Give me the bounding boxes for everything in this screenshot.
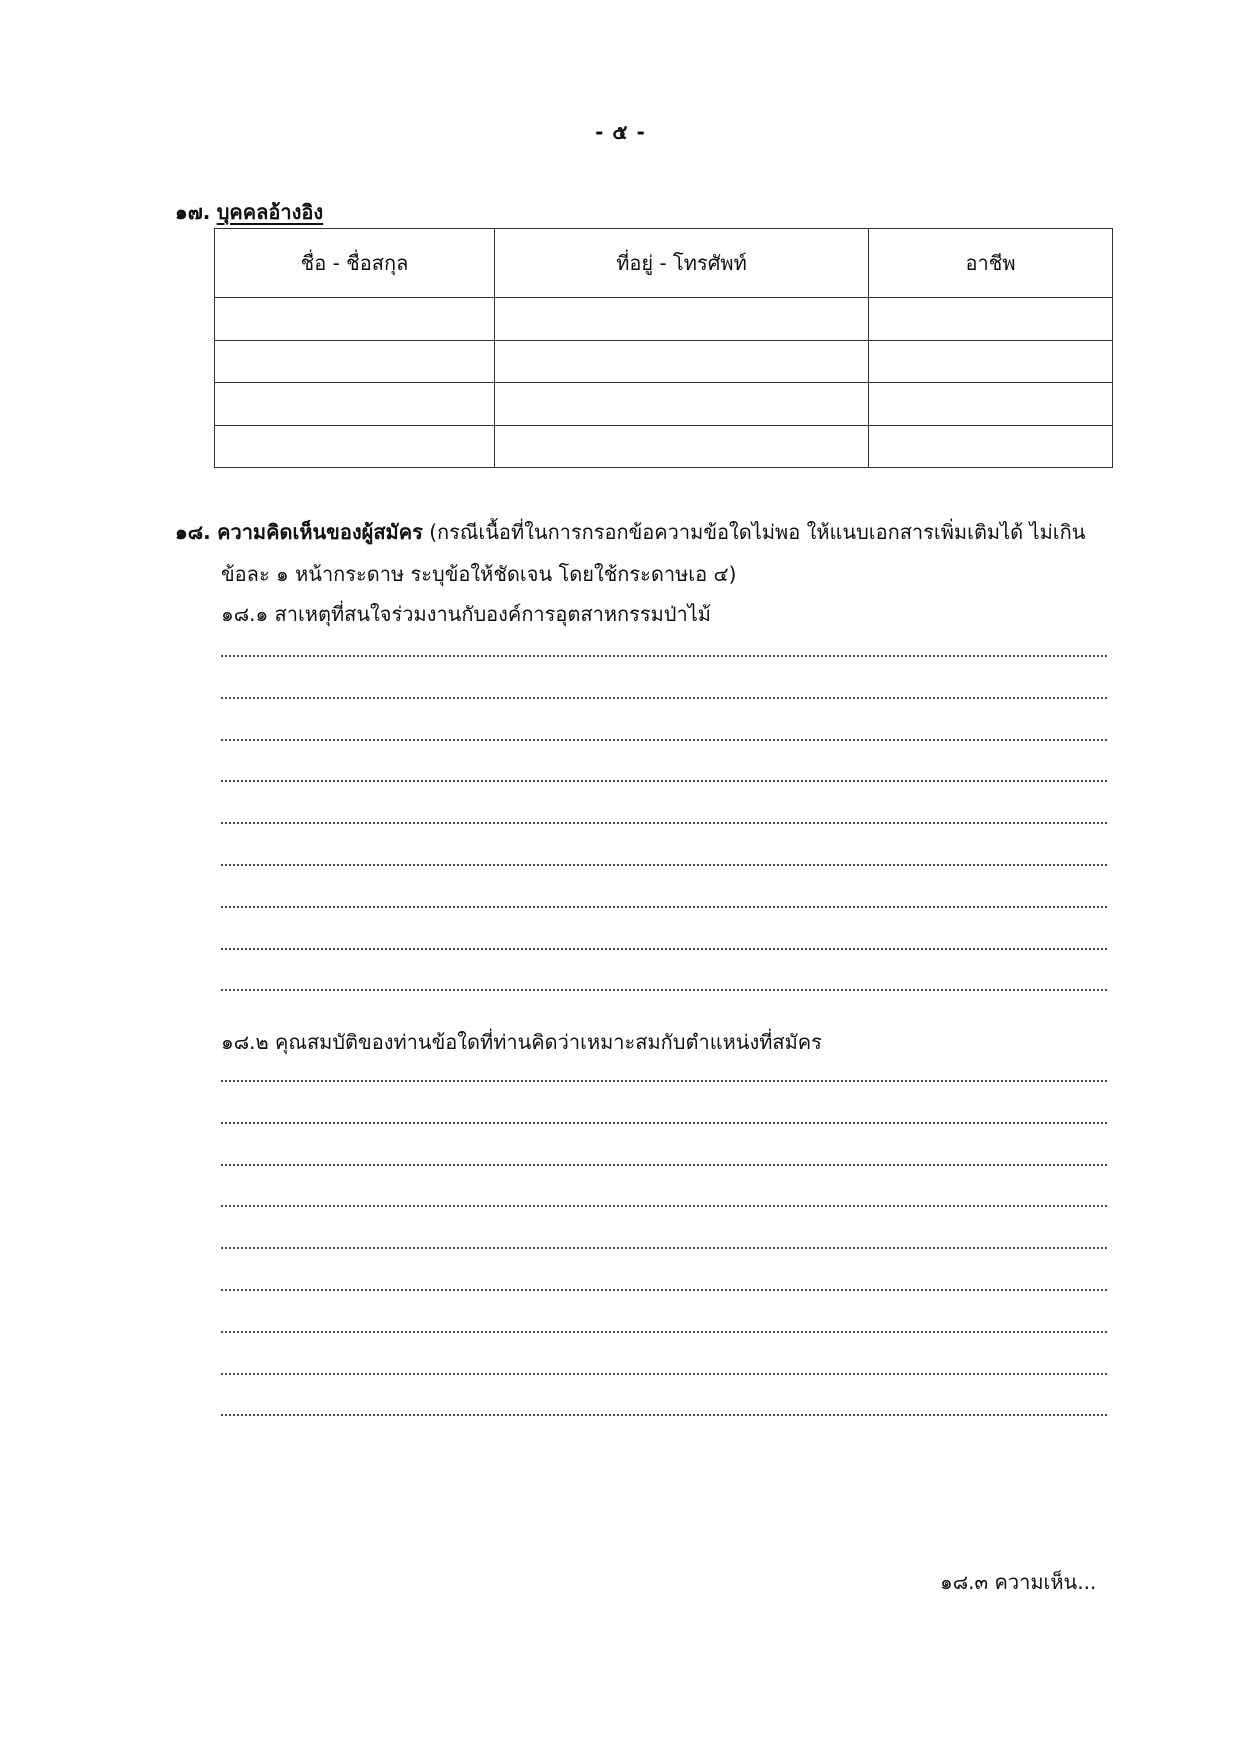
answer-line-18-2[interactable] <box>221 1414 1107 1416</box>
section-18-title: ความคิดเห็นของผู้สมัคร <box>217 520 423 544</box>
table-cell-name[interactable] <box>215 425 495 468</box>
answer-line-18-2[interactable] <box>221 1122 1107 1124</box>
table-row <box>215 425 1113 468</box>
answer-line-18-1[interactable] <box>221 906 1107 908</box>
section-17-number: ๑๗. <box>175 200 211 224</box>
answer-line-18-2[interactable] <box>221 1373 1107 1375</box>
section-18-note-continued: ข้อละ ๑ หน้ากระดาษ ระบุข้อให้ชัดเจน โดยใช้กระดาษเอ ๔) <box>221 562 737 586</box>
column-header-address-phone: ที่อยู่ - โทรศัพท์ <box>495 229 869 298</box>
table-cell-name[interactable] <box>215 383 495 426</box>
answer-line-18-2[interactable] <box>221 1080 1107 1082</box>
column-header-name: ชื่อ - ชื่อสกุล <box>215 229 495 298</box>
answer-line-18-1[interactable] <box>221 739 1107 741</box>
table-cell-address-phone[interactable] <box>495 298 869 341</box>
table-row <box>215 340 1113 383</box>
table-cell-occupation[interactable] <box>869 298 1113 341</box>
continuation-note: ๑๘.๓ ความเห็น... <box>940 1570 1097 1594</box>
table-header-row <box>215 229 1113 298</box>
table-row <box>215 383 1113 426</box>
answer-line-18-2[interactable] <box>221 1205 1107 1207</box>
answer-line-18-1[interactable] <box>221 864 1107 866</box>
answer-line-18-1[interactable] <box>221 822 1107 824</box>
answer-line-18-2[interactable] <box>221 1164 1107 1166</box>
section-18-heading <box>175 518 1085 546</box>
answer-line-18-1[interactable] <box>221 948 1107 950</box>
question-18-2-label: ๑๘.๒ คุณสมบัติของท่านข้อใดที่ท่านคิดว่าเหมาะสมกับตำแหน่งที่สมัคร <box>221 1030 822 1054</box>
table-cell-address-phone[interactable] <box>495 425 869 468</box>
answer-line-18-1[interactable] <box>221 697 1107 699</box>
reference-persons-table <box>214 228 1113 468</box>
answer-line-18-2[interactable] <box>221 1247 1107 1249</box>
section-18-note: (กรณีเนื้อที่ในการกรอกข้อความข้อใดไม่พอ ให้แนบเอกสารเพิ่มเติมได้ ไม่เกิน <box>429 520 1086 544</box>
section-17-heading <box>175 198 323 226</box>
column-header-occupation: อาชีพ <box>869 229 1113 298</box>
page-number: - ๕ - <box>595 120 646 144</box>
table-cell-occupation[interactable] <box>869 383 1113 426</box>
table-cell-name[interactable] <box>215 298 495 341</box>
answer-line-18-2[interactable] <box>221 1289 1107 1291</box>
answer-line-18-2[interactable] <box>221 1331 1107 1333</box>
section-18-number: ๑๘. <box>175 520 211 544</box>
table-row <box>215 298 1113 341</box>
table-cell-occupation[interactable] <box>869 425 1113 468</box>
section-17-title: บุคคลอ้างอิง <box>216 200 324 224</box>
answer-line-18-1[interactable] <box>221 780 1107 782</box>
question-18-1-label: ๑๘.๑ สาเหตุที่สนใจร่วมงานกับองค์การอุตสาหกรรมป่าไม้ <box>221 602 711 626</box>
table-cell-address-phone[interactable] <box>495 383 869 426</box>
table-cell-address-phone[interactable] <box>495 340 869 383</box>
table-cell-name[interactable] <box>215 340 495 383</box>
answer-line-18-1[interactable] <box>221 989 1107 991</box>
answer-line-18-1[interactable] <box>221 655 1107 657</box>
table-cell-occupation[interactable] <box>869 340 1113 383</box>
